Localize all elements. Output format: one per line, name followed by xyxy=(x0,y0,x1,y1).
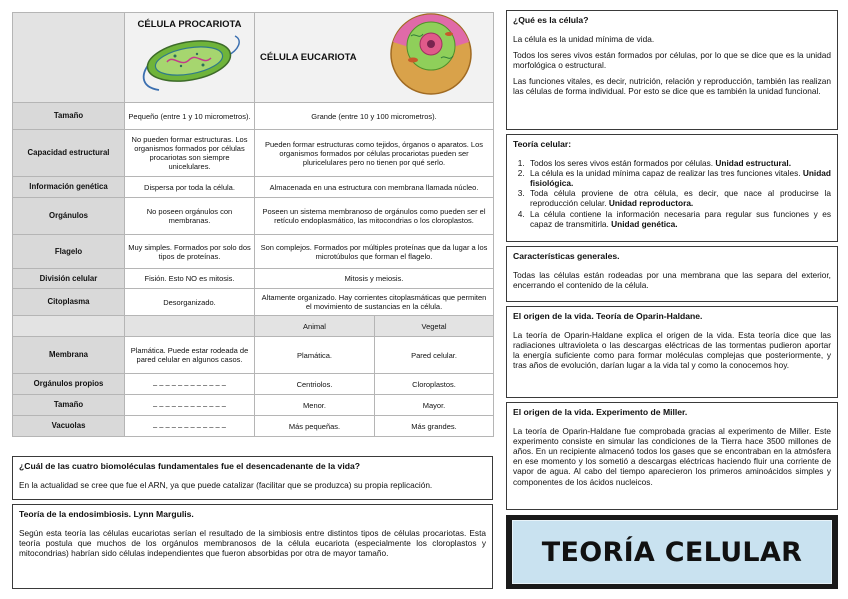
row-label: Flagelo xyxy=(13,235,125,269)
list-item: 3. Toda célula proviene de otra célula, es decir, que nace al producirse la reproducción celular. Unidad reproductora. xyxy=(527,188,831,208)
prokaryote-cell-illustration xyxy=(131,32,249,94)
prokaryote-header xyxy=(125,13,255,103)
animal-cell: Menor. xyxy=(255,395,375,416)
row-label: Tamaño xyxy=(13,103,125,130)
endosymbiosis-title: Teoría de la endosimbiosis. Lynn Margulis. xyxy=(19,509,194,519)
eukaryote-cell: Pueden formar estructuras como tejidos, órganos o aparatos. Los organismos formados por células procariotas pueden ser pluricelulares pero no tienen por qué serlo. xyxy=(255,130,494,177)
eukaryote-cell: Son complejos. Formados por múltiples proteínas que da lugar a los microtúbulos que forman el flagelo. xyxy=(255,235,494,269)
biomolecules-text: En la actualidad se cree que fue el ARN, ya que puede catalizar (facilitar que se produzca) su propia replicación. xyxy=(19,480,433,490)
prokaryote-cell: Dispersa por toda la célula. xyxy=(125,177,255,198)
biomolecules-box xyxy=(12,456,493,500)
table-row xyxy=(13,103,494,130)
title-banner xyxy=(506,515,838,589)
animal-cell: Centriolos. xyxy=(255,374,375,395)
endosymbiosis-box xyxy=(12,504,493,589)
general-text: Todas las células están rodeadas por una membrana que las separa del exterior, encerrando el contenido de la célula. xyxy=(513,270,831,291)
cell-theory-title: Teoría celular: xyxy=(513,139,572,149)
oparin-box xyxy=(506,306,838,398)
what-is-cell-box xyxy=(506,10,838,130)
vegetal-cell: Más grandes. xyxy=(375,416,494,437)
table-row xyxy=(13,198,494,235)
miller-title: El origen de la vida. Experimento de Miller. xyxy=(513,407,688,417)
row-label: Membrana xyxy=(13,337,125,374)
table-row xyxy=(13,130,494,177)
table-corner xyxy=(13,13,125,103)
animal-cell: Más pequeñas. xyxy=(255,416,375,437)
prokaryote-cell: Desorganizado. xyxy=(125,289,255,316)
eukaryote-cell: Poseen un sistema membranoso de orgánulos como pueden ser el retículo endoplasmático, las mitocondrias o los cloroplastos. xyxy=(255,198,494,235)
list-item: 2. La célula es la unidad mínima capaz de realizar las tres funciones vitales. Unidad fisiológica. xyxy=(527,168,831,188)
prokaryote-cell: Pequeño (entre 1 y 10 micrometros). xyxy=(125,103,255,130)
prokaryote-cell: – – – – – – – – – – – – xyxy=(125,395,255,416)
prokaryote-cell: Plamática. Puede estar rodeada de pared celular en algunos casos. xyxy=(125,337,255,374)
list-item: 4. La célula contiene la información necesaria para regular sus funciones y es capaz de transmitirla. Unidad genética. xyxy=(527,209,831,229)
table-row xyxy=(13,416,494,437)
prokaryote-cell: Muy simples. Formados por solo dos tipos de proteínas. xyxy=(125,235,255,269)
subheader-row xyxy=(13,316,494,337)
row-label: Orgánulos propios xyxy=(13,374,125,395)
general-title: Características generales. xyxy=(513,251,620,261)
biomolecules-title: ¿Cuál de las cuatro biomoléculas fundamentales fue el desencadenante de la vida? xyxy=(19,461,360,471)
animal-cell: Plamática. xyxy=(255,337,375,374)
prokaryote-title: CÉLULA PROCARIOTA xyxy=(137,19,242,30)
subheader-animal: Animal xyxy=(255,316,375,337)
eukaryote-cell: Altamente organizado. Hay corrientes citoplasmáticas que permiten el movimiento de sustancias en la célula. xyxy=(255,289,494,316)
subheader-blank xyxy=(13,316,125,337)
list-item: 1. Todos los seres vivos están formados por células. Unidad estructural. xyxy=(527,158,831,168)
comparison-table xyxy=(12,12,494,437)
table-row xyxy=(13,374,494,395)
miller-box xyxy=(506,402,838,510)
eukaryote-cell: Grande (entre 10 y 100 micrometros). xyxy=(255,103,494,130)
table-row xyxy=(13,177,494,198)
row-label: Vacuolas xyxy=(13,416,125,437)
prokaryote-cell: Fisión. Esto NO es mitosis. xyxy=(125,269,255,289)
row-label: Citoplasma xyxy=(13,289,125,316)
what-is-cell-p2: Todos los seres vivos están formados por células, por lo que se dice que es la unidad morfológica o estructural. xyxy=(513,50,831,71)
table-row xyxy=(13,235,494,269)
row-label: Tamaño xyxy=(13,395,125,416)
what-is-cell-p1: La célula es la unidad mínima de vida. xyxy=(513,34,655,44)
prokaryote-cell: No poseen orgánulos con membranas. xyxy=(125,198,255,235)
what-is-cell-p3: Las funciones vitales, es decir, nutrición, relación y reproducción, también las realizan las células de forma individual. Por esto se dice que es también la unidad funcional. xyxy=(513,76,831,97)
eukaryote-title: CÉLULA EUCARIOTA xyxy=(260,51,357,63)
row-label: División celular xyxy=(13,269,125,289)
table-row xyxy=(13,337,494,374)
row-label: Información genética xyxy=(13,177,125,198)
eukaryote-cell-illustration xyxy=(383,6,479,96)
miller-text: La teoría de Oparin-Haldane fue comprobada gracias al experimento de Miller. Este experimento consiste en simular las condiciones de la Tierra hace 3500 millones de años. En un recipiente almacenó todos los gases que se encontraban en la atmósfera en ese momento y los sometió a descargas eléctricas haciendo fluir una corriente de vapor de agua. Al cabo del tiempo aparecieron los primeros aminoácidos simples y componentes de los ácidos nucleicos. xyxy=(513,426,831,487)
vegetal-cell: Pared celular. xyxy=(375,337,494,374)
table-row xyxy=(13,289,494,316)
table-row xyxy=(13,395,494,416)
subheader-blank xyxy=(125,316,255,337)
prokaryote-cell: – – – – – – – – – – – – xyxy=(125,374,255,395)
prokaryote-cell: – – – – – – – – – – – – xyxy=(125,416,255,437)
subheader-vegetal: Vegetal xyxy=(375,316,494,337)
row-label: Orgánulos xyxy=(13,198,125,235)
cell-theory-list xyxy=(527,158,831,229)
general-box xyxy=(506,246,838,302)
cell-theory-box xyxy=(506,134,838,242)
endosymbiosis-text: Según esta teoría las células eucariotas serían el resultado de la simbiosis entre distintos tipos de células procariotas. Esta teoría postula que muchos de los orgánulos membranosos de la célula eucariota (especialmente los cloroplastos y mitocondrias) habrían sido células independientes que fueron absorbidas por otra de mayor tamaño. xyxy=(19,528,486,559)
row-label: Capacidad estructural xyxy=(13,130,125,177)
oparin-title: El origen de la vida. Teoría de Oparin-Haldane. xyxy=(513,311,703,321)
prokaryote-cell: No pueden formar estructuras. Los organismos formados por células procariotas son siempre unicelulares. xyxy=(125,130,255,177)
banner-title: TEORÍA CELULAR xyxy=(541,536,803,568)
eukaryote-cell: Mitosis y meiosis. xyxy=(255,269,494,289)
table-row xyxy=(13,269,494,289)
vegetal-cell: Mayor. xyxy=(375,395,494,416)
oparin-text: La teoría de Oparin-Haldane explica el origen de la vida. Esta teoría dice que las radiaciones ultravioleta o las descargas eléctricas de las tormentas pudieron aportar la energía suficiente como para formar moléculas complejas que posteriormente, y tras años de evolución, darían lugar a la vida tal y como la conocemos hoy. xyxy=(513,330,831,371)
eukaryote-cell: Almacenada en una estructura con membrana llamada núcleo. xyxy=(255,177,494,198)
eukaryote-header xyxy=(255,13,494,103)
what-is-cell-title: ¿Qué es la célula? xyxy=(513,15,589,25)
title-banner-inner xyxy=(512,520,832,584)
vegetal-cell: Cloroplastos. xyxy=(375,374,494,395)
